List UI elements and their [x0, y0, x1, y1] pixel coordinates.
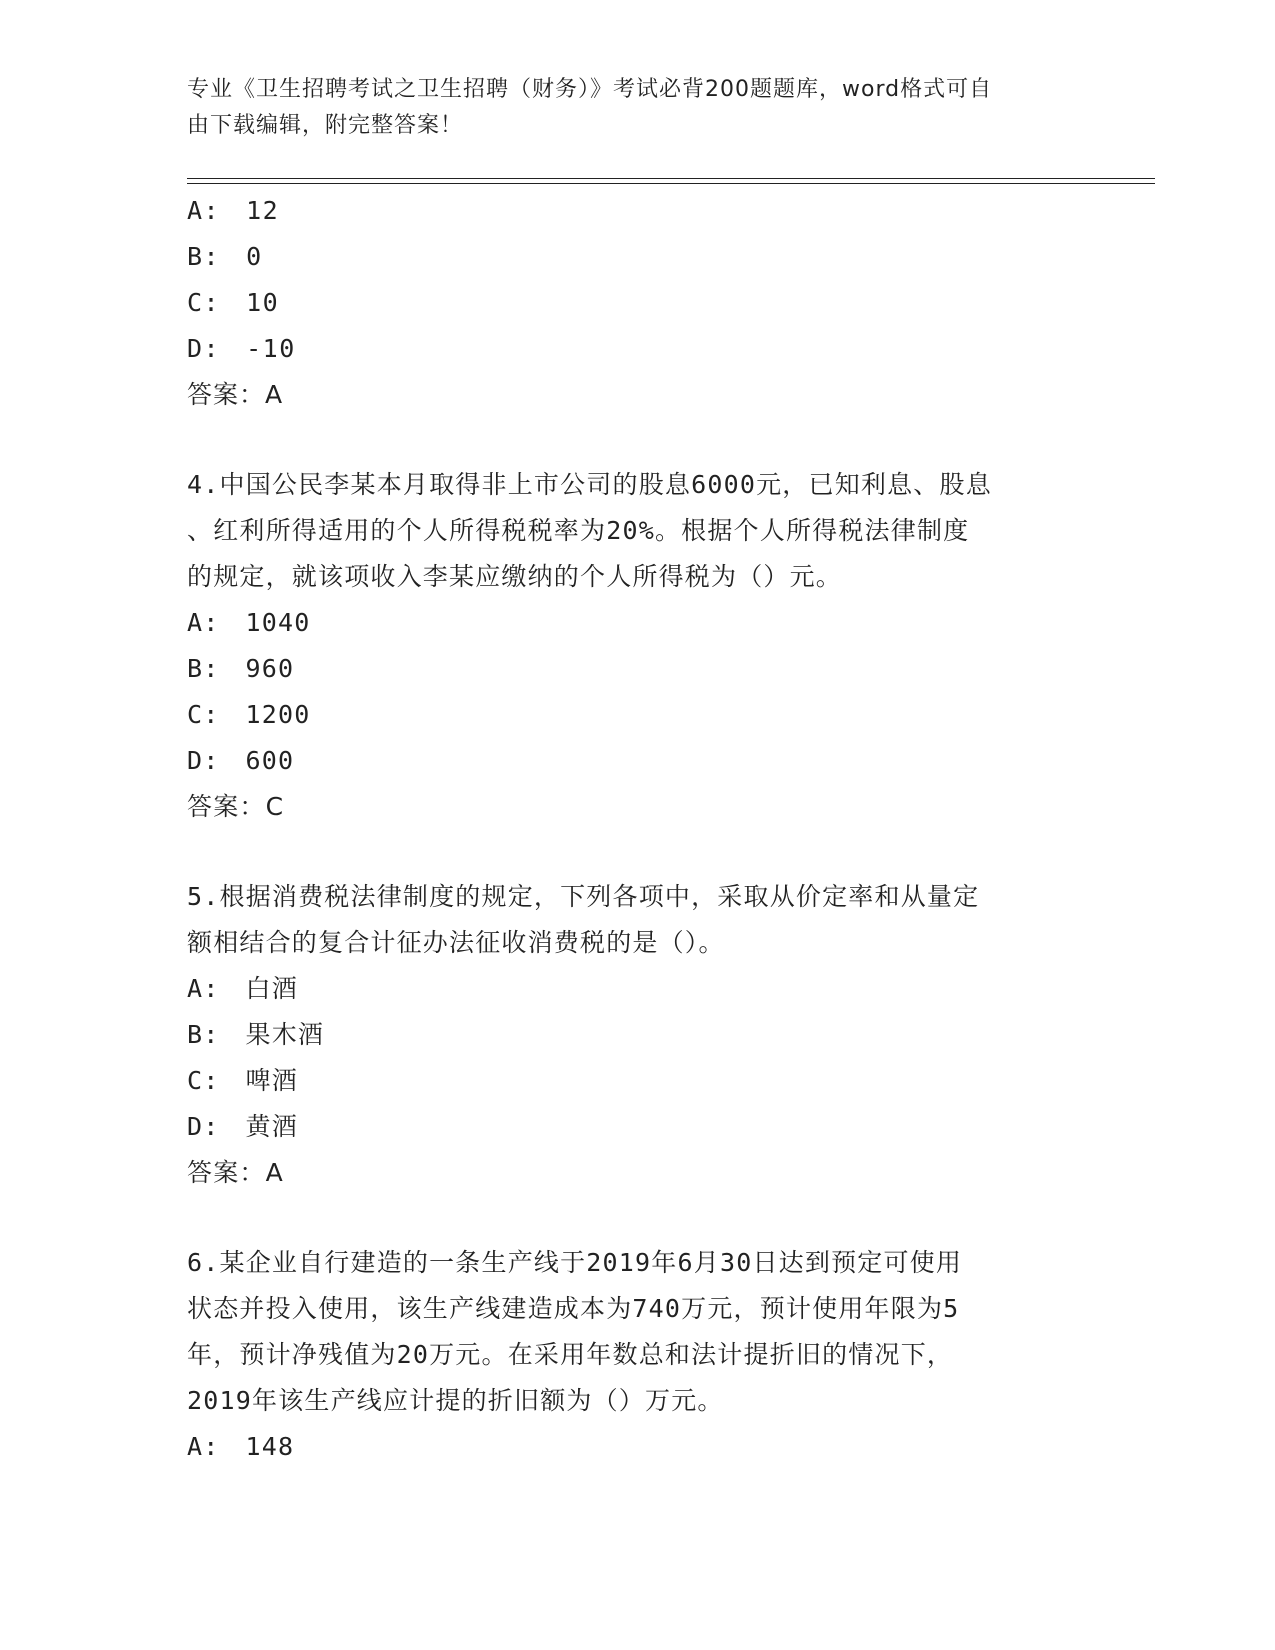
option-text: 白酒: [245, 974, 298, 1003]
option-text: 12: [246, 196, 280, 225]
question-text-line: 的规定，就该项收入李某应缴纳的个人所得税为（）元。: [187, 562, 843, 591]
question-text-line: 额相结合的复合计征办法征收消费税的是（）。: [187, 928, 725, 957]
question-text-line: 5.根据消费税法律制度的规定，下列各项中，采取从价定率和从量定: [187, 882, 980, 911]
option-a: [187, 966, 1077, 1012]
option-b: [187, 646, 1077, 692]
question-text-line: 2019年该生产线应计提的折旧额为（）万元。: [187, 1386, 724, 1415]
option-b: [187, 234, 1077, 280]
option-a: [187, 1424, 1077, 1470]
option-d: [187, 326, 1077, 372]
option-a: [187, 600, 1077, 646]
question-text-line: 年，预计净残值为20万元。在采用年数总和法计提折旧的情况下，: [187, 1340, 954, 1369]
option-letter: A:: [187, 1432, 220, 1461]
option-c: [187, 280, 1077, 326]
option-text: 960: [245, 654, 295, 683]
option-b: [187, 1012, 1077, 1058]
question-text-line: 6.某企业自行建造的一条生产线于2019年6月30日达到预定可使用: [187, 1248, 963, 1277]
option-text: 黄酒: [245, 1112, 298, 1141]
option-letter: D:: [187, 1112, 220, 1141]
option-letter: B:: [187, 654, 220, 683]
option-letter: B:: [187, 242, 221, 271]
question-3: [187, 188, 1077, 418]
answer-line: 答案：A: [187, 1158, 284, 1187]
option-text: 果木酒: [245, 1020, 325, 1049]
option-letter: A:: [187, 974, 220, 1003]
question-text-line: 4.中国公民李某本月取得非上市公司的股息6000元，已知利息、股息: [187, 470, 992, 499]
option-text: 啤酒: [245, 1066, 298, 1095]
option-letter: A:: [187, 608, 220, 637]
question-6: [187, 1240, 1077, 1470]
option-text: 0: [246, 242, 263, 271]
answer-line: 答案：C: [187, 792, 285, 821]
option-c: [187, 1058, 1077, 1104]
option-a: [187, 188, 1077, 234]
option-letter: D:: [187, 334, 221, 363]
header-line-2: 由下载编辑，附完整答案！: [187, 113, 464, 138]
option-text: 1040: [245, 608, 311, 637]
option-letter: C:: [187, 700, 220, 729]
question-text-line: 状态并投入使用，该生产线建造成本为740万元，预计使用年限为5: [187, 1294, 960, 1323]
question-5: [187, 874, 1077, 1196]
option-letter: C:: [187, 288, 221, 317]
document-header: [187, 72, 1067, 144]
option-text: 148: [245, 1432, 295, 1461]
option-text: 10: [246, 288, 280, 317]
option-d: [187, 1104, 1077, 1150]
option-text: 600: [245, 746, 295, 775]
option-text: 1200: [245, 700, 311, 729]
question-text-line: 、红利所得适用的个人所得税税率为20%。根据个人所得税法律制度: [187, 516, 970, 545]
option-letter: A:: [187, 196, 221, 225]
document-body: [187, 188, 1077, 1470]
header-line-1: 专业《卫生招聘考试之卫生招聘（财务）》考试必背200题题库，word格式可自: [187, 77, 993, 102]
option-letter: D:: [187, 746, 220, 775]
option-letter: B:: [187, 1020, 220, 1049]
answer-line: 答案：A: [187, 380, 284, 409]
option-d: [187, 738, 1077, 784]
option-letter: C:: [187, 1066, 220, 1095]
option-text: -10: [246, 334, 296, 363]
option-c: [187, 692, 1077, 738]
question-4: [187, 462, 1077, 830]
header-rule-bottom: [187, 183, 1155, 184]
header-rule-top: [187, 178, 1155, 179]
